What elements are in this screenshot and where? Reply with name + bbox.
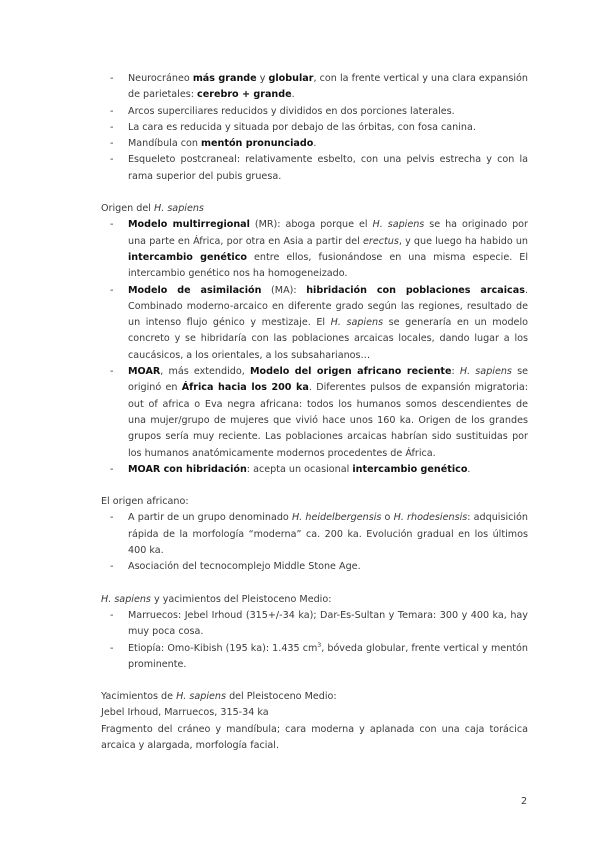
text-run: Neurocráneo (128, 73, 193, 84)
list-item (101, 152, 528, 185)
section-heading-yacimientos-2 (101, 689, 528, 705)
bold-text: Modelo del origen africano reciente (249, 366, 452, 378)
text-run: Mandíbula con (128, 138, 202, 150)
bold-text: cerebro + grande (197, 89, 292, 101)
text-run: . (313, 138, 317, 150)
text-run: Esqueleto postcraneal: relativamente esbelto, con una pelvis estrecha y con la rama superior del pubis gruesa. (128, 154, 528, 182)
page-number: 2 (521, 796, 528, 807)
text-run: . Combinado moderno-arcaico en diferente grado según las regiones, resultado de un intenso flujo génico y mestizaje. El (128, 284, 528, 329)
site-description: Fragmento del cráneo y mandíbula; cara moderna y aplanada con una caja torácica arcaica y alargada, morfología facial. (101, 723, 528, 751)
italic-text: H. heidelbergensis (291, 512, 382, 524)
bold-text: intercambio genético (352, 463, 468, 475)
text-run: A partir de un grupo denominado (128, 512, 292, 524)
italic-text: erectus (363, 235, 399, 247)
list-item (101, 283, 528, 364)
text-run: , y que luego ha habido un (398, 235, 529, 247)
bold-text: Modelo multirregional (128, 219, 250, 231)
bold-text: MOAR (128, 366, 161, 378)
text-run: : adquisición rápida de la morfología “moderna” ca. 200 ka. Evolución gradual en los últimos 400 ka. (128, 512, 529, 557)
text-run: se originó en (128, 366, 528, 394)
text-run: : acepta un ocasional (246, 463, 353, 475)
text-run: . (467, 463, 471, 475)
text-run: . Diferentes pulsos de expansión migratoria: out of africa o Eva negra africana: todos los humanos somos descendientes de una mujer/grupo de mujeres que vivió hace unos 160 ka. Origen de los grandes grupos sería muy reciente. Las poblaciones arcaicas habrían sido sustituidas por los humanos anatómicamente modernos procedentes de África. (128, 382, 528, 459)
site-line: Jebel Irhoud, Marruecos, 315-34 ka (101, 707, 269, 719)
bold-text: hibridación con poblaciones arcaicas (306, 284, 525, 296)
text-run: El origen africano: (101, 496, 189, 508)
bold-text: África hacia los 200 ka (181, 382, 309, 394)
list-item (101, 71, 528, 104)
text-run: , más extendido, (160, 366, 250, 378)
sites-list (101, 608, 528, 673)
bold-text: mentón pronunciado (201, 138, 314, 150)
list-item (101, 217, 528, 282)
text-run: (MA): (261, 284, 307, 296)
list-item (101, 510, 528, 559)
italic-text: H. sapiens (330, 317, 384, 329)
italic-text: H. rhodesiensis (393, 512, 468, 524)
text-run: y yacimientos del Pleistoceno Medio: (150, 593, 332, 605)
text-run: Yacimientos de (101, 691, 177, 703)
italic-text: H. sapiens (372, 219, 425, 231)
bold-text: MOAR con hibridación (128, 463, 247, 475)
models-list (101, 217, 528, 478)
list-item (101, 120, 528, 136)
section-heading-origen-africano (101, 494, 528, 510)
list-item (101, 559, 528, 575)
african-origin-list (101, 510, 528, 575)
text-run: o (381, 512, 394, 524)
italic-text: H. sapiens (101, 593, 151, 605)
text-run: se ha originado por una parte en África, por otra en Asia a partir del (128, 219, 528, 247)
section-heading-yacimientos (101, 592, 528, 608)
italic-text: H. sapiens (459, 366, 512, 378)
bold-text: intercambio genético (128, 251, 247, 263)
italic-text: H. sapiens (154, 203, 204, 215)
features-list (101, 71, 528, 185)
list-item (101, 104, 528, 120)
text-run: Arcos superciliares reducidos y divididos en dos porciones laterales. (128, 105, 455, 117)
text-run: del Pleistoceno Medio: (226, 691, 337, 703)
list-item (101, 641, 528, 674)
list-item (101, 136, 528, 152)
text-run: : (451, 366, 460, 378)
text-run: La cara es reducida y situada por debajo de las órbitas, con fosa canina. (128, 121, 476, 133)
text-run: , bóveda globular, frente vertical y mentón prominente. (128, 642, 528, 670)
superscript: 3 (317, 641, 322, 649)
bold-text: más grande (192, 73, 257, 84)
text-run: (MR): aboga porque el (249, 219, 373, 231)
text-run: Origen del (101, 203, 154, 215)
text-run: Etiopía: Omo-Kibish (195 ka): 1.435 cm (128, 642, 318, 654)
list-item (101, 608, 528, 641)
section-heading-origen (101, 201, 528, 217)
bold-text: Modelo de asimilación (128, 284, 262, 296)
text-run: entre ellos, fusionándose en una misma especie. El intercambio genético nos ha homogeneizado. (128, 251, 528, 280)
list-item (101, 462, 528, 478)
list-item (101, 364, 528, 462)
text-run: , con la frente vertical y una clara expansión de parietales: (128, 73, 528, 101)
page-content (101, 71, 528, 754)
text-run: y (256, 73, 269, 84)
text-run: . (291, 89, 295, 101)
text-run: se generaría en un modelo concreto y se hibridaría con las poblaciones arcaicas locales, dando lugar a los caucásicos, a los orientales, a los subsaharianos… (128, 317, 528, 361)
text-run: Asociación del tecnocomplejo Middle Stone Age. (128, 561, 361, 573)
text-run: Marruecos: Jebel Irhoud (315+/-34 ka); Dar-Es-Sultan y Temara: 300 y 400 ka, hay muy poca cosa. (128, 609, 528, 638)
italic-text: H. sapiens (176, 691, 227, 703)
bold-text: globular (268, 73, 314, 84)
